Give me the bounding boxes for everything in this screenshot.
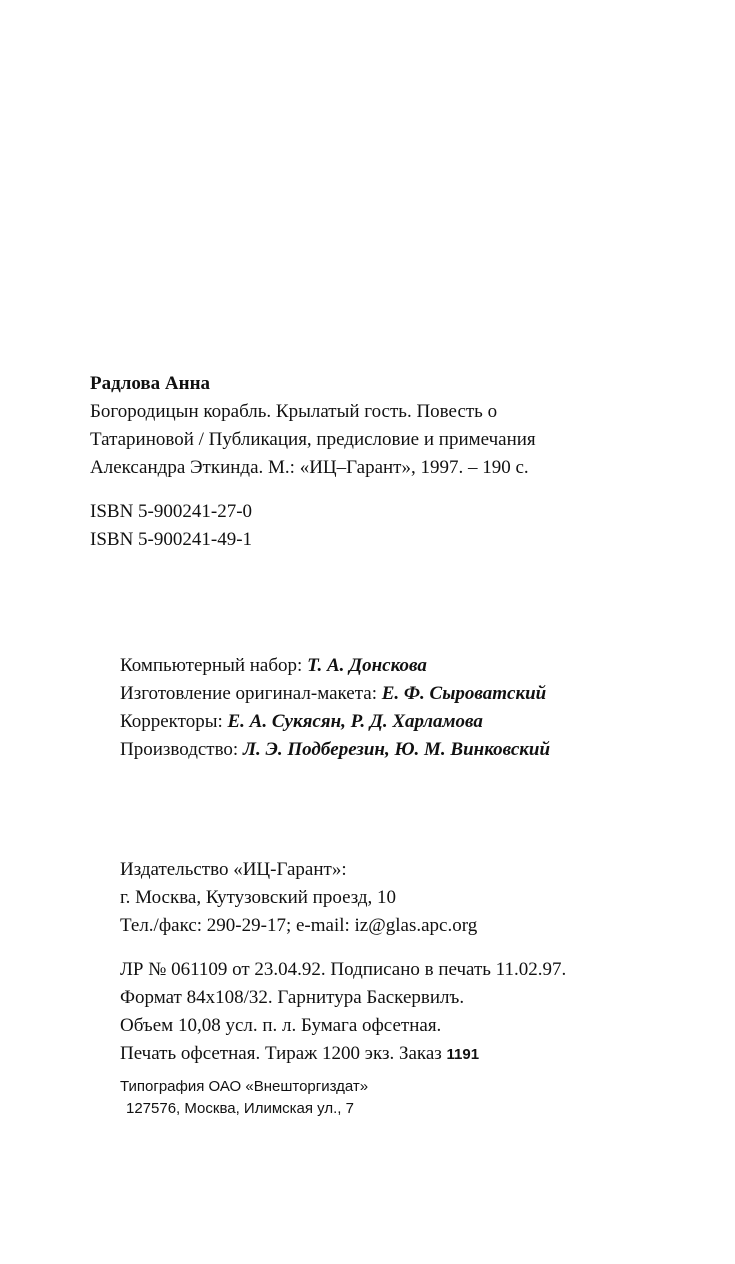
credit-role: Компьютерный набор: [120, 655, 308, 676]
credit-role: Изготовление оригинал-макета: [120, 683, 382, 704]
publisher-info [120, 856, 477, 940]
credit-role: Производство: [120, 739, 243, 760]
publisher-contacts: Тел./факс: 290-29-17; e-mail: iz@glas.apc.org [120, 915, 478, 936]
bibliographic-line: Богородицын корабль. Крылатый гость. Повесть о [90, 401, 498, 422]
format-line: Формат 84x108/32. Гарнитура Баскервилъ. [120, 987, 465, 1008]
credit-role: Корректоры: [120, 711, 228, 732]
credit-layout [120, 680, 550, 708]
credit-names: Л. Э. Подберезин, Ю. М. Винковский [242, 739, 551, 760]
printer-info [120, 1076, 368, 1120]
isbn-list [90, 498, 252, 554]
printer-name: Типография ОАО «Внешторгиздат» [120, 1078, 369, 1095]
author-name: Радлова Анна [90, 373, 211, 394]
print-details [120, 956, 566, 1069]
print-run-line [120, 1040, 566, 1069]
publisher-address: г. Москва, Кутузовский проезд, 10 [120, 887, 397, 908]
order-number: 1191 [446, 1046, 480, 1063]
isbn-number: ISBN 5-900241-27-0 [90, 501, 253, 522]
credit-typesetting [120, 652, 550, 680]
publisher-name: Издательство «ИЦ-Гарант»: [120, 859, 347, 880]
credit-names: Е. А. Сукясян, Р. Д. Харламова [227, 711, 483, 732]
bibliographic-record [90, 370, 536, 482]
credits-list [120, 652, 550, 764]
credit-proofreaders [120, 708, 550, 736]
credit-production [120, 736, 550, 764]
bibliographic-line: Александра Эткинда. М.: «ИЦ–Гарант», 1997. – 190 с. [90, 457, 529, 478]
license-line: ЛР № 061109 от 23.04.92. Подписано в печать 11.02.97. [120, 959, 567, 980]
isbn-number: ISBN 5-900241-49-1 [90, 529, 253, 550]
credit-names: Т. А. Донскова [307, 655, 427, 676]
printer-address: 127576, Москва, Илимская ул., 7 [126, 1100, 354, 1117]
volume-line: Объем 10,08 усл. п. л. Бумага офсетная. [120, 1015, 442, 1036]
credit-names: Е. Ф. Сыроватский [381, 683, 547, 704]
bibliographic-line: Татариновой / Публикация, предисловие и примечания [90, 429, 536, 450]
print-run-text: Печать офсетная. Тираж 1200 экз. Заказ [120, 1043, 447, 1064]
